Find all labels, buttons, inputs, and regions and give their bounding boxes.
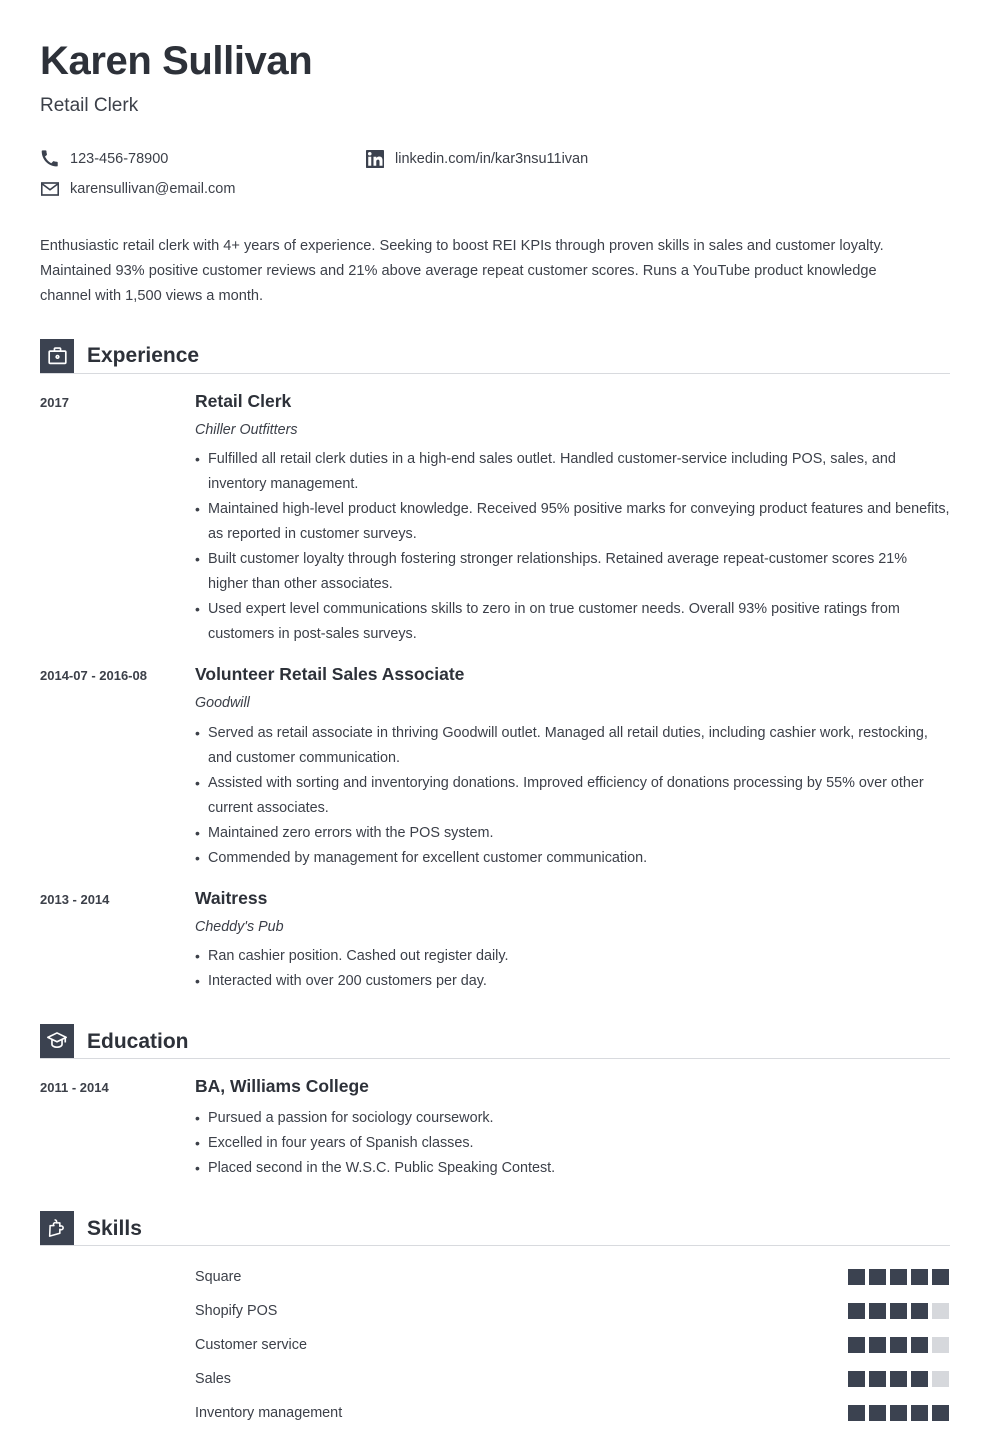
linkedin-icon xyxy=(365,149,384,168)
rating-dot-filled xyxy=(869,1269,886,1285)
rating-dot-filled xyxy=(848,1371,865,1387)
rating-dot-filled xyxy=(911,1303,928,1319)
skills-list xyxy=(40,1260,950,1430)
rating-dot-filled xyxy=(911,1405,928,1421)
rating-dot-filled xyxy=(932,1269,949,1285)
section-title-skills: Skills xyxy=(87,1216,142,1240)
rating-dot-filled xyxy=(911,1371,928,1387)
entry-title: Retail Clerk xyxy=(195,390,292,411)
bullet-item: • Placed second in the W.S.C. Public Speaking Contest. xyxy=(195,1156,950,1181)
briefcase-icon xyxy=(40,339,74,373)
page-title: Karen Sullivan xyxy=(40,39,313,83)
skill-label: Inventory management xyxy=(195,1405,343,1422)
entry-date: 2013 - 2014 xyxy=(40,891,110,907)
entry-date: 2011 - 2014 xyxy=(40,1080,109,1096)
section-experience xyxy=(40,339,950,994)
rating-dot-filled xyxy=(890,1405,907,1421)
rating-dot-filled xyxy=(869,1303,886,1319)
rating-dot-filled xyxy=(869,1405,886,1421)
section-header-skills xyxy=(40,1211,950,1245)
contact-phone[interactable] xyxy=(40,149,168,168)
skill-rating xyxy=(848,1269,949,1285)
section-skills xyxy=(40,1211,950,1430)
bullet-item: • Used expert level communications skills to zero in on true customer needs. Overall 93% positive ratings from customers in post-sales surveys. xyxy=(195,597,950,647)
entry-bullets xyxy=(195,447,950,647)
bullet-item: • Fulfilled all retail clerk duties in a high-end sales outlet. Handled customer-service including POS, sales, and inventory management. xyxy=(195,447,950,497)
skill-row xyxy=(40,1362,950,1396)
section-title-education: Education xyxy=(87,1029,189,1053)
rating-dot-filled xyxy=(911,1269,928,1285)
phone-text: 123-456-78900 xyxy=(70,150,169,167)
bullet-item: • Maintained high-level product knowledge. Received 95% positive marks for conveying product features and benefits, as reported in customer surveys. xyxy=(195,497,950,547)
bullet-item: • Pursued a passion for sociology coursework. xyxy=(195,1106,950,1131)
entry-organization: Cheddy's Pub xyxy=(195,918,284,935)
job-title: Retail Clerk xyxy=(40,95,139,116)
entry-title: BA, Williams College xyxy=(195,1076,369,1097)
rating-dot-filled xyxy=(890,1269,907,1285)
contact-email[interactable] xyxy=(40,179,235,198)
contact-block xyxy=(40,144,950,206)
rating-dot-empty xyxy=(932,1337,949,1353)
contact-linkedin[interactable] xyxy=(365,144,588,174)
rating-dot-filled xyxy=(890,1337,907,1353)
email-text: karensullivan@email.com xyxy=(70,180,236,197)
entry-date: 2014-07 - 2016-08 xyxy=(40,668,147,684)
skill-rating xyxy=(848,1405,949,1421)
rating-dot-filled xyxy=(932,1405,949,1421)
skill-rating xyxy=(848,1337,949,1353)
bullet-item: • Interacted with over 200 customers per day. xyxy=(195,969,950,994)
graduation-cap-icon xyxy=(40,1024,74,1058)
skill-row xyxy=(40,1396,950,1430)
puzzle-piece-icon xyxy=(40,1211,74,1245)
rating-dot-filled xyxy=(869,1337,886,1353)
section-rule xyxy=(40,1245,950,1246)
rating-dot-filled xyxy=(848,1337,865,1353)
section-rule xyxy=(40,373,950,374)
summary-paragraph: Enthusiastic retail clerk with 4+ years of experience. Seeking to boost REI KPIs through proven skills in sales and customer loyalty. Maintained 93% positive customer reviews and 21% above average repeat customer scores. Runs a YouTube product knowledge channel with 1,500 views a month. xyxy=(40,237,884,304)
bullet-item: • Built customer loyalty through fostering stronger relationships. Retained average repeat-customer scores 21% higher than other associates. xyxy=(195,547,950,597)
bullet-item: • Excelled in four years of Spanish classes. xyxy=(195,1131,950,1156)
bullet-item: • Commended by management for excellent customer communication. xyxy=(195,846,950,871)
skill-rating xyxy=(848,1303,949,1319)
skill-row xyxy=(40,1328,950,1362)
skill-row xyxy=(40,1260,950,1294)
rating-dot-filled xyxy=(890,1371,907,1387)
bullet-item: • Ran cashier position. Cashed out register daily. xyxy=(195,944,950,969)
rating-dot-filled xyxy=(869,1371,886,1387)
entry-bullets xyxy=(195,721,950,871)
experience-entries xyxy=(40,391,950,994)
section-education xyxy=(40,1024,950,1181)
skill-row xyxy=(40,1294,950,1328)
skill-label: Square xyxy=(195,1269,242,1286)
skill-label: Shopify POS xyxy=(195,1303,278,1320)
education-entries xyxy=(40,1076,950,1181)
experience-entry xyxy=(40,391,950,647)
phone-icon xyxy=(40,149,59,168)
experience-entry xyxy=(40,664,950,870)
bullet-item: • Assisted with sorting and inventorying donations. Improved efficiency of donations processing by 55% over other current associates. xyxy=(195,771,950,821)
section-header-education xyxy=(40,1024,950,1058)
bullet-item: • Served as retail associate in thriving Goodwill outlet. Managed all retail duties, including cashier work, restocking, and customer communication. xyxy=(195,721,950,771)
linkedin-text: linkedin.com/in/kar3nsu11ivan xyxy=(395,150,589,167)
entry-bullets xyxy=(195,1106,950,1181)
entry-organization: Goodwill xyxy=(195,695,250,712)
education-entry xyxy=(40,1076,950,1181)
skill-rating xyxy=(848,1371,949,1387)
rating-dot-filled xyxy=(848,1269,865,1285)
rating-dot-empty xyxy=(932,1303,949,1319)
bullet-item: • Maintained zero errors with the POS system. xyxy=(195,821,950,846)
rating-dot-filled xyxy=(890,1303,907,1319)
rating-dot-filled xyxy=(848,1303,865,1319)
section-rule xyxy=(40,1058,950,1059)
section-header-experience xyxy=(40,339,950,373)
entry-organization: Chiller Outfitters xyxy=(195,421,298,438)
skill-label: Sales xyxy=(195,1371,231,1388)
rating-dot-filled xyxy=(911,1337,928,1353)
entry-title: Volunteer Retail Sales Associate xyxy=(195,664,465,685)
skill-label: Customer service xyxy=(195,1337,307,1354)
entry-title: Waitress xyxy=(195,887,268,908)
rating-dot-filled xyxy=(848,1405,865,1421)
section-title-experience: Experience xyxy=(87,344,200,368)
envelope-icon xyxy=(40,179,59,198)
entry-bullets xyxy=(195,944,950,994)
entry-date: 2017 xyxy=(40,394,69,410)
rating-dot-empty xyxy=(932,1371,949,1387)
experience-entry xyxy=(40,888,950,994)
